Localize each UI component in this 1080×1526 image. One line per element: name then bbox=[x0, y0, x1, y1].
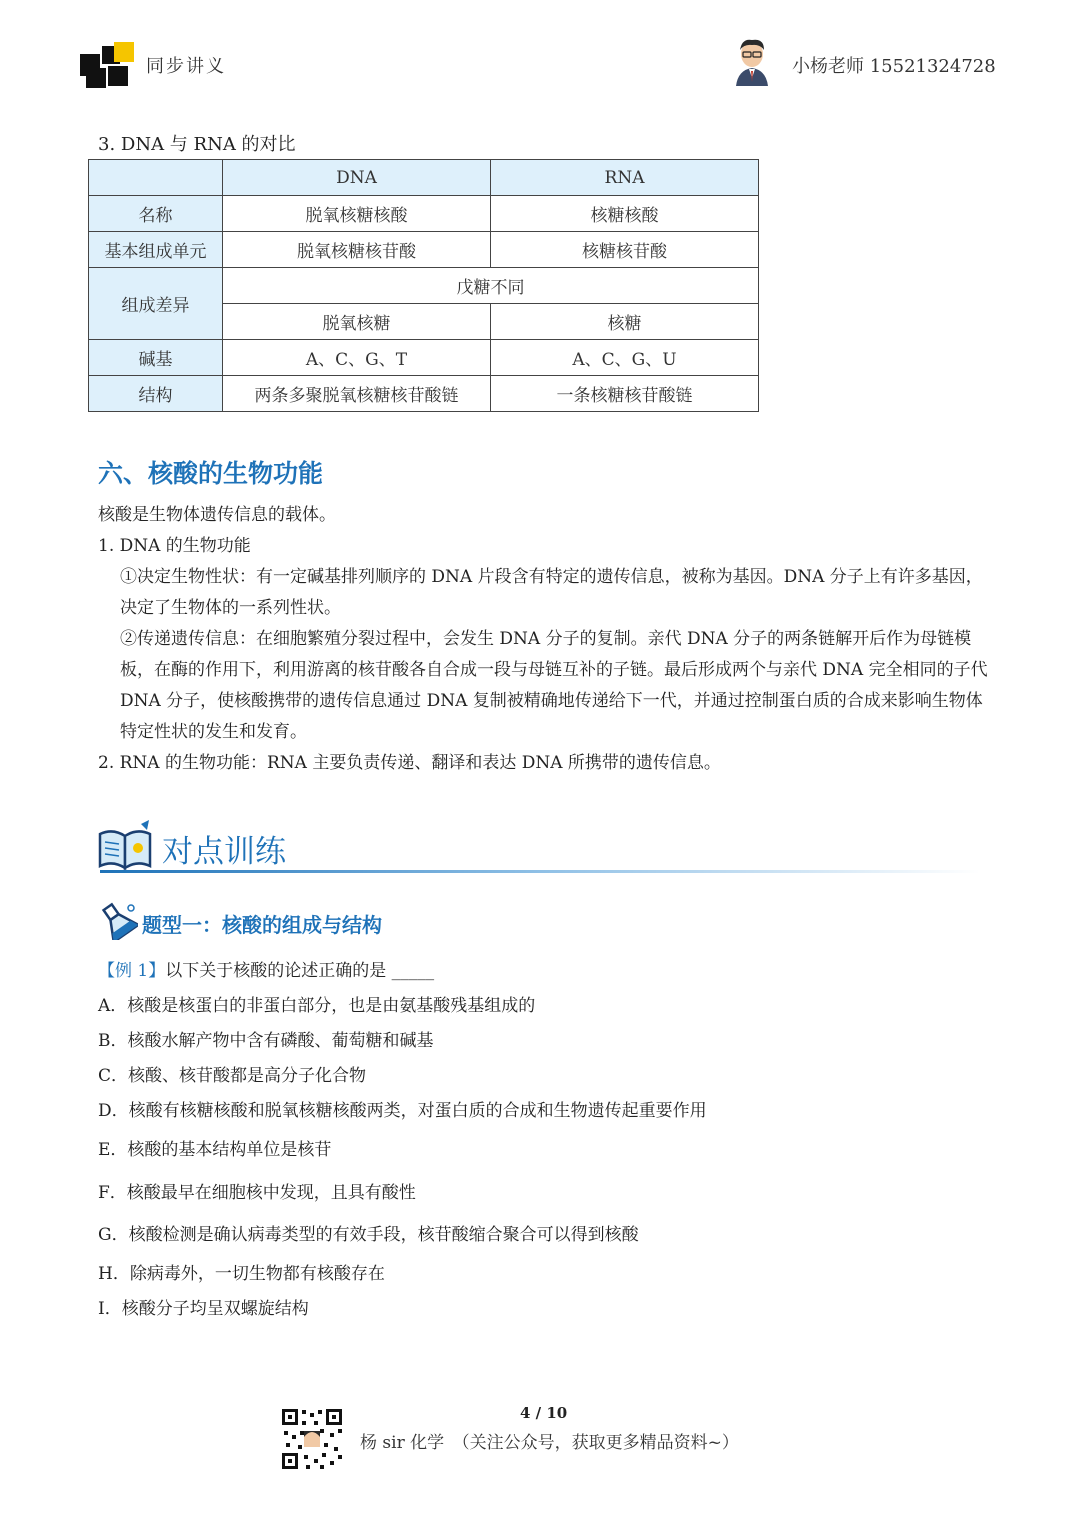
logo-icon bbox=[80, 42, 136, 88]
row-label: 名称 bbox=[89, 196, 223, 232]
example-question bbox=[98, 956, 434, 981]
table-cell: 核糖 bbox=[491, 304, 759, 340]
table-cell-merged: 戊糖不同 bbox=[223, 268, 759, 304]
divider bbox=[100, 870, 980, 873]
table-cell: 两条多聚脱氧核糖核苷酸链 bbox=[223, 376, 491, 412]
comparison-table bbox=[88, 159, 759, 412]
section-heading: 六、核酸的生物功能 bbox=[98, 459, 324, 488]
example-text: 以下关于核酸的论述正确的是 _____ bbox=[165, 961, 435, 981]
paragraph: ①决定生物性状：有一定碱基排列顺序的 DNA 片段含有特定的遗传信息，被称为基因。DNA 分子上有许多基因，决定了生物体的一系列性状。 bbox=[120, 567, 983, 618]
table-row bbox=[89, 268, 759, 304]
paragraph: ②传递遗传信息：在细胞繁殖分裂过程中，会发生 DNA 分子的复制。亲代 DNA 分子的两条链解开后作为母链模板，在酶的作用下，利用游离的核苷酸各自合成一段与母链互补的子链。最后形成两个与亲代 DNA 完全相同的子代 DNA 分子，使核酸携带的遗传信息通过 DNA 复制被精确地传递给下一代，并通过控制蛋白质的合成来影响生物体特定性状的发生和发育。 bbox=[120, 629, 988, 742]
table-cell: A、C、G、U bbox=[491, 340, 759, 376]
row-label: 组成差异 bbox=[89, 268, 223, 340]
option-a: A．核酸是核蛋白的非蛋白部分，也是由氨基酸残基组成的 bbox=[98, 996, 536, 1016]
table-row bbox=[89, 160, 759, 196]
option-g: G．核酸检测是确认病毒类型的有效手段，核苷酸缩合聚合可以得到核酸 bbox=[98, 1225, 639, 1245]
book-icon bbox=[97, 820, 155, 872]
paragraph: 2. RNA 的生物功能：RNA 主要负责传递、翻译和表达 DNA 所携带的遗传信息。 bbox=[98, 753, 721, 773]
table-cell: 脱氧核糖核苷酸 bbox=[223, 232, 491, 268]
row-label: 碱基 bbox=[89, 340, 223, 376]
table-cell: 核糖核苷酸 bbox=[491, 232, 759, 268]
question-type-heading: 题型一：核酸的组成与结构 bbox=[142, 913, 382, 937]
table-row bbox=[89, 232, 759, 268]
table-corner-cell bbox=[89, 160, 223, 196]
page-number: 4 / 10 bbox=[520, 1404, 568, 1422]
option-h: H．除病毒外，一切生物都有核酸存在 bbox=[98, 1264, 385, 1284]
table-cell: 一条核糖核苷酸链 bbox=[491, 376, 759, 412]
section-title: 3. DNA 与 RNA 的对比 bbox=[98, 134, 296, 155]
section-body bbox=[98, 500, 988, 779]
example-tag: 【例 1】 bbox=[98, 961, 166, 981]
option-f: F．核酸最早在细胞核中发现，且具有酸性 bbox=[98, 1183, 416, 1203]
table-row bbox=[89, 196, 759, 232]
qr-code-icon bbox=[280, 1407, 344, 1471]
option-c: C．核酸、核苷酸都是高分子化合物 bbox=[98, 1066, 367, 1086]
option-d: D．核酸有核糖核酸和脱氧核糖核酸两类，对蛋白质的合成和生物遗传起重要作用 bbox=[98, 1101, 707, 1121]
table-row bbox=[89, 376, 759, 412]
table-cell: 脱氧核糖 bbox=[223, 304, 491, 340]
table-cell: A、C、G、T bbox=[223, 340, 491, 376]
option-e: E．核酸的基本结构单位是核苷 bbox=[98, 1140, 332, 1160]
table-cell: 脱氧核糖核酸 bbox=[223, 196, 491, 232]
table-row bbox=[89, 340, 759, 376]
teacher-contact: 小杨老师 15521324728 bbox=[792, 56, 996, 77]
footer-text: 杨 sir 化学 （关注公众号，获取更多精品资料~） bbox=[360, 1433, 739, 1453]
document-title: 同步讲义 bbox=[146, 56, 226, 77]
row-label: 结构 bbox=[89, 376, 223, 412]
row-label: 基本组成单元 bbox=[89, 232, 223, 268]
flask-icon bbox=[98, 902, 138, 940]
option-b: B．核酸水解产物中含有磷酸、葡萄糖和碱基 bbox=[98, 1031, 434, 1051]
table-header-dna: DNA bbox=[223, 160, 491, 196]
table-cell: 核糖核酸 bbox=[491, 196, 759, 232]
table-header-rna: RNA bbox=[491, 160, 759, 196]
option-i: I．核酸分子均呈双螺旋结构 bbox=[98, 1299, 309, 1319]
teacher-avatar-icon bbox=[732, 38, 772, 86]
training-heading: 对点训练 bbox=[162, 834, 286, 870]
paragraph: 核酸是生物体遗传信息的载体。 bbox=[98, 505, 336, 525]
paragraph: 1. DNA 的生物功能 bbox=[98, 536, 251, 556]
